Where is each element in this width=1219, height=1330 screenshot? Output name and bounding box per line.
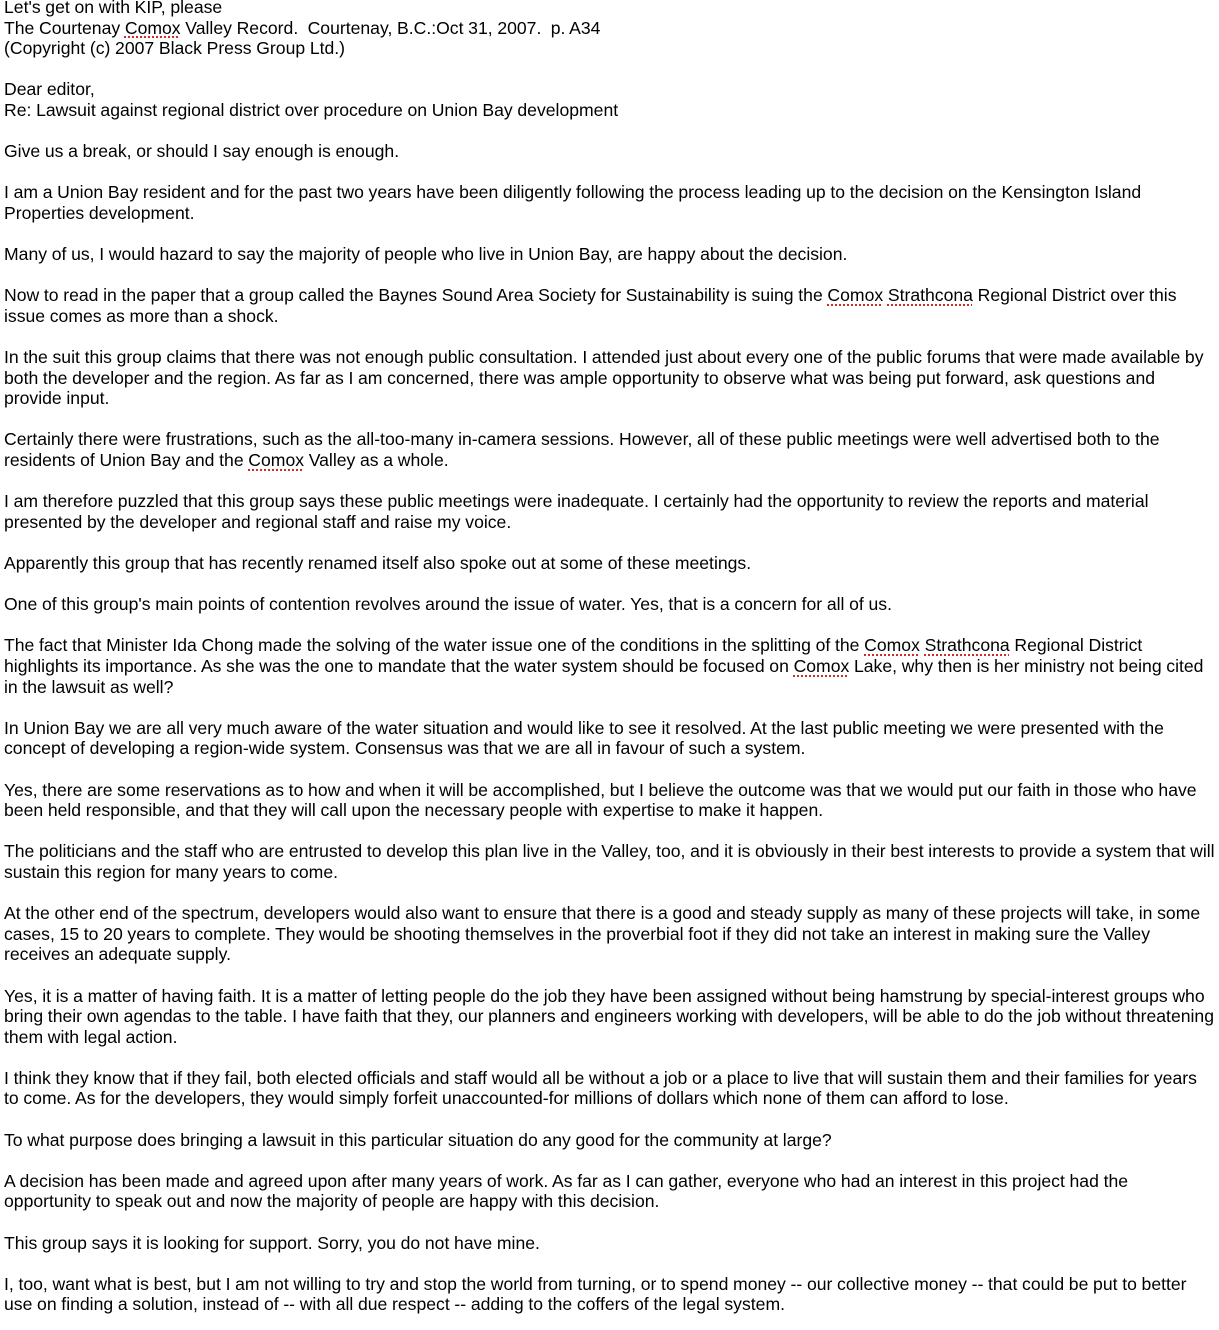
source-text: The Courtenay xyxy=(4,17,125,38)
paragraph: Many of us, I would hazard to say the majority of people who live in Union Bay, are happy about the decision. xyxy=(4,244,848,265)
paragraph-text: Regional District over this issue comes as more than a shock. xyxy=(4,285,1177,326)
paragraph: This group says it is looking for support. Sorry, you do not have mine. xyxy=(4,1232,540,1253)
paragraph: One of this group's main points of contention revolves around the issue of water. Yes, that is a concern for all of us. xyxy=(4,594,892,615)
paragraph: Yes, there are some reservations as to how and when it will be accomplished, but I believe the outcome was that we would put our faith in those who have been held responsible, and that they will call upon the necessary people with expertise to make it happen. xyxy=(4,779,1197,821)
paragraph: Apparently this group that has recently renamed itself also spoke out at some of these meetings. xyxy=(4,553,752,574)
blank-line xyxy=(4,821,1216,842)
article-copyright: (Copyright (c) 2007 Black Press Group Ltd.) xyxy=(4,38,346,59)
blank-line xyxy=(4,471,1216,492)
blank-line xyxy=(4,121,1216,142)
blank-line xyxy=(4,1109,1216,1130)
paragraph: I think they know that if they fail, both elected officials and staff would all be without a job or a place to live that will sustain them and their families for years to come. As for the developers, they would simply forfeit unaccounted-for millions of dollars which none of them can afford to lose. xyxy=(4,1067,1197,1109)
blank-line xyxy=(4,59,1216,80)
paragraph: Give us a break, or should I say enough is enough. xyxy=(4,141,400,162)
paragraph: Yes, it is a matter of having faith. It is a matter of letting people do the job they have been assigned without being hamstrung by special-interest groups who bring their own agendas to the table. I have faith that they, our planners and engineers working with developers, will be able to do the job without threatening them with legal action. xyxy=(4,985,1214,1047)
article-header xyxy=(4,0,1216,59)
blank-line xyxy=(4,1047,1216,1068)
paragraph: I, too, want what is best, but I am not willing to try and stop the world from turning, or to spend money -- our collective money -- that could be put to better use on finding a solution, instead of -- with all due respect -- adding to the coffers of the legal system. xyxy=(4,1273,1187,1315)
blank-line xyxy=(4,224,1216,245)
paragraph: I am a Union Bay resident and for the past two years have been diligently following the process leading up to the decision on the Kensington Island Properties development. xyxy=(4,182,1142,223)
blank-line xyxy=(4,759,1216,780)
spellcheck-flagged-word[interactable]: Comox xyxy=(827,285,884,306)
paragraph: I am therefore puzzled that this group says these public meetings were inadequate. I certainly had the opportunity to review the reports and material presented by the developer and regional staff and raise my voice. xyxy=(4,491,1149,532)
paragraph: At the other end of the spectrum, developers would also want to ensure that there is a good and steady supply as many of these projects will take, in some cases, 15 to 20 years to complete. They would be shooting themselves in the proverbial foot if they did not take an interest in making sure the Valley receives an adequate supply. xyxy=(4,903,1201,965)
blank-line xyxy=(4,697,1216,718)
paragraph xyxy=(4,285,1216,326)
spellcheck-flagged-word[interactable]: Strathcona xyxy=(887,285,973,306)
paragraph xyxy=(4,429,1216,470)
paragraph-text: Valley as a whole. xyxy=(304,450,449,471)
spellcheck-flagged-word[interactable]: Comox xyxy=(124,17,181,38)
paragraph-text: Regional District highlights its importance. As she was the one to mandate that the water system should be focused on xyxy=(4,635,1143,676)
letter-salutation: Dear editor, xyxy=(4,79,95,100)
paragraph: A decision has been made and agreed upon after many years of work. As far as I can gather, everyone who had an interest in this project had the opportunity to speak out and now the majority of people are happy with this decision. xyxy=(4,1170,1129,1212)
blank-line xyxy=(4,532,1216,553)
blank-line xyxy=(4,965,1216,986)
blank-line xyxy=(4,162,1216,183)
paragraph: In the suit this group claims that there was not enough public consultation. I attended just about every one of the public forums that were made available by both the developer and the region. As far as I am concerned, there was ample opportunity to observe what was being put forward, ask questions and provide input. xyxy=(4,347,1204,409)
spellcheck-flagged-word[interactable]: Comox xyxy=(248,450,305,471)
article-title: Let's get on with KIP, please xyxy=(4,0,223,17)
letter-subject: Re: Lawsuit against regional district over procedure on Union Bay development xyxy=(4,99,619,120)
blank-line xyxy=(4,265,1216,286)
paragraph: In Union Bay we are all very much aware of the water situation and would like to see it resolved. At the last public meeting we were presented with the concept of developing a region-wide system. Consensus was that we are all in favour of such a system. xyxy=(4,717,1164,759)
article-source xyxy=(4,18,1216,39)
blank-line xyxy=(4,574,1216,595)
blank-line xyxy=(4,615,1216,636)
spellcheck-flagged-word[interactable]: Strathcona xyxy=(924,635,1010,656)
paragraph-text: The fact that Minister Ida Chong made the solving of the water issue one of the conditions in the splitting of the xyxy=(4,635,865,656)
blank-line xyxy=(4,327,1216,348)
blank-line xyxy=(4,1212,1216,1233)
paragraph xyxy=(4,635,1216,697)
blank-line xyxy=(4,1253,1216,1274)
letter-document xyxy=(4,0,1216,1315)
paragraph-text: Certainly there were frustrations, such as the all-too-many in-camera sessions. However, all of these public meetings were well advertised both to the residents of Union Bay and the xyxy=(4,429,1160,471)
blank-line xyxy=(4,1150,1216,1171)
spellcheck-flagged-word[interactable]: Comox xyxy=(793,656,850,676)
paragraph: The politicians and the staff who are entrusted to develop this plan live in the Valley, too, and it is obviously in their best interests to provide a system that will sustain this region for many years to come. xyxy=(4,841,1215,882)
blank-line xyxy=(4,883,1216,904)
blank-line xyxy=(4,409,1216,430)
paragraph: To what purpose does bringing a lawsuit in this particular situation do any good for the community at large? xyxy=(4,1129,832,1150)
spellcheck-flagged-word[interactable]: Comox xyxy=(864,635,920,656)
paragraph-text: Now to read in the paper that a group called the Baynes Sound Area Society for Sustainability is suing the xyxy=(4,285,828,306)
paragraph-text: Lake, why then is her ministry not being cited in the lawsuit as well? xyxy=(4,656,1204,697)
source-text: Valley Record. Courtenay, B.C.:Oct 31, 2007. p. A34 xyxy=(180,17,601,38)
